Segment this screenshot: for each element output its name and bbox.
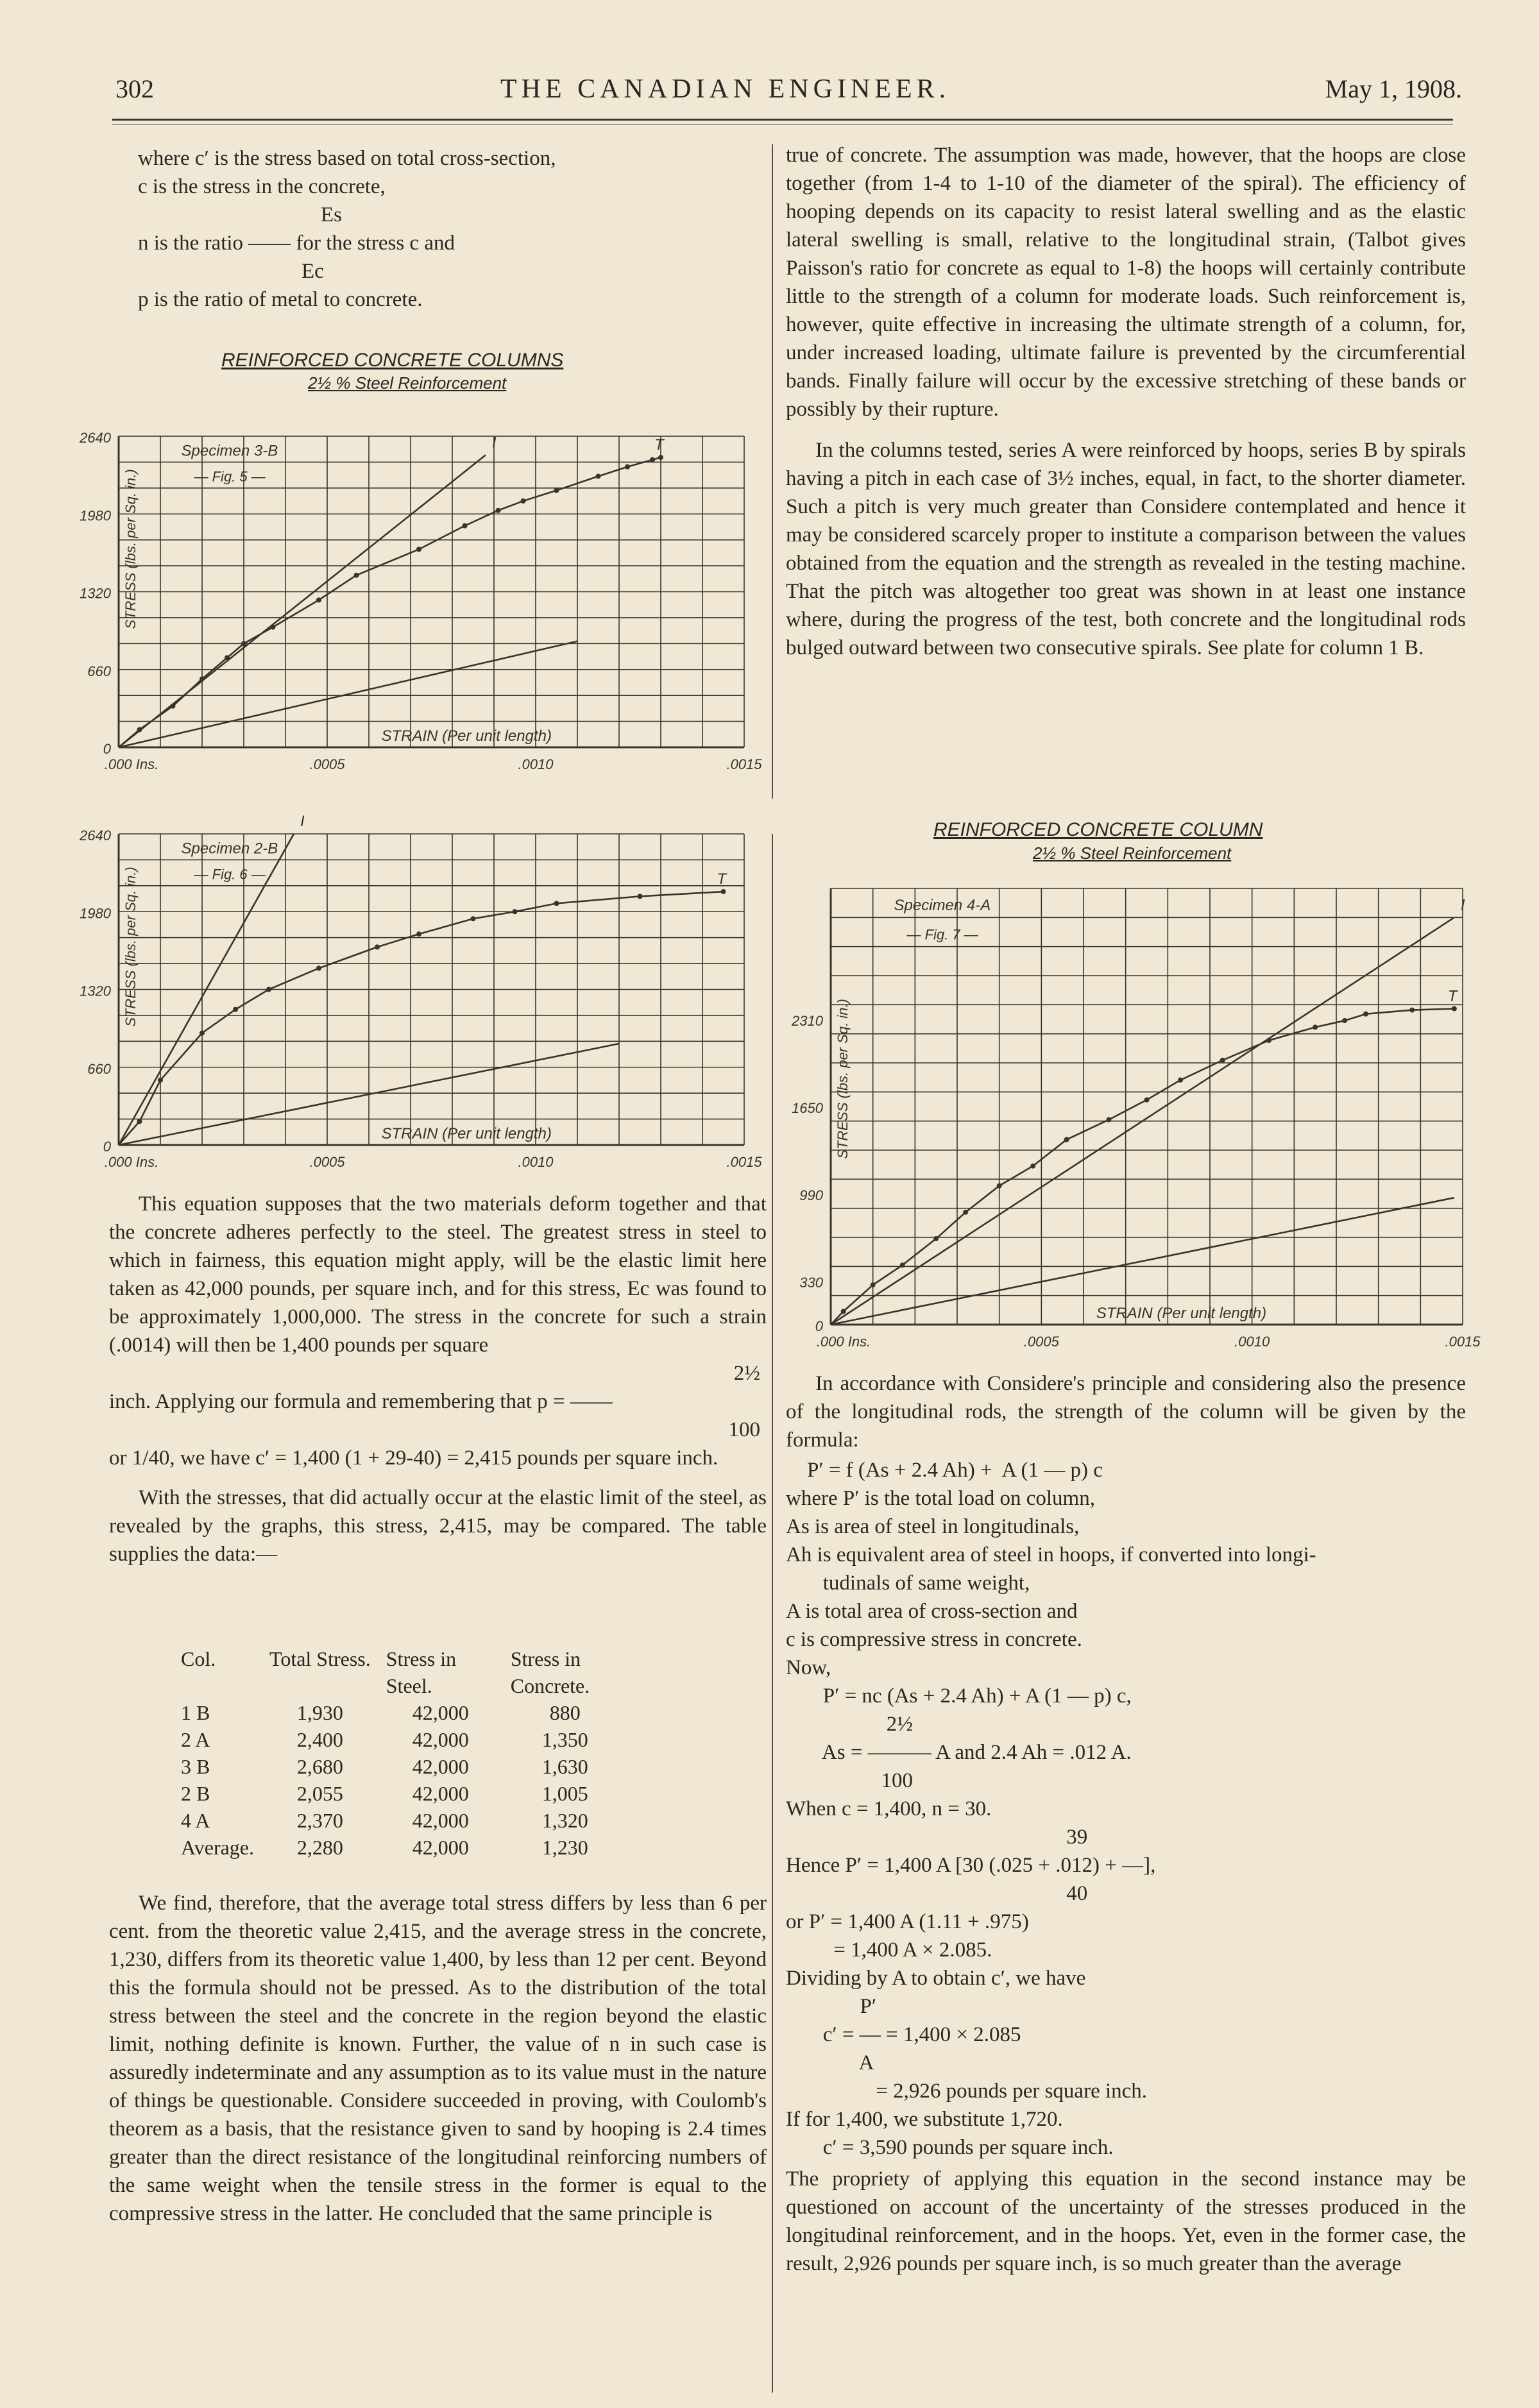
formula-line: or P′ = 1,400 A (1.11 + .975) [786, 1910, 1029, 1933]
cell: 880 [549, 1701, 581, 1724]
cell: 42,000 [412, 1809, 469, 1832]
data-point [1106, 1117, 1111, 1123]
data-point [200, 1030, 205, 1035]
x-tick-label: .0005 [309, 756, 345, 772]
cell: 1 B [181, 1701, 210, 1724]
cell: 2,400 [296, 1728, 343, 1751]
cell: 1,350 [541, 1728, 588, 1751]
data-point [900, 1262, 905, 1268]
left-body [109, 1190, 767, 1568]
data-point [375, 944, 380, 949]
formula-line: where P′ is the total load on column, [786, 1487, 1095, 1510]
series-label: T [717, 870, 727, 888]
data-point [963, 1210, 968, 1215]
data-point [463, 523, 468, 529]
y-tick-label: 0 [103, 741, 111, 757]
data-point [1452, 1006, 1457, 1012]
cell: 1,230 [541, 1836, 588, 1859]
x-axis-label: STRAIN (Per unit length) [381, 1125, 552, 1142]
y-tick-label: 0 [815, 1318, 823, 1334]
cell: Average. [181, 1836, 254, 1859]
data-point [1313, 1024, 1318, 1030]
specimen-label: Specimen 4-A [894, 897, 991, 914]
header-rule [112, 119, 1453, 121]
cell: 2,280 [296, 1836, 343, 1859]
y-tick-label: 660 [87, 663, 111, 679]
table-row [173, 1726, 627, 1753]
x-tick-label: .0005 [1023, 1334, 1059, 1350]
left-body-continued [109, 1889, 767, 2228]
x-tick-label: .0015 [726, 756, 762, 772]
series-line [831, 1009, 1454, 1325]
data-point [554, 488, 559, 493]
data-point [658, 455, 663, 460]
paragraph: or 1/40, we have c′ = 1,400 (1 + 29-40) = 2,415 pounds per square inch. [109, 1446, 718, 1470]
def-line: p is the ratio of metal to concrete. [138, 288, 423, 311]
formula-line: 100 [786, 1769, 913, 1792]
formula-line: 40 [786, 1882, 1088, 1905]
data-point [137, 1119, 142, 1124]
data-point [521, 498, 526, 504]
y-tick-label: 2640 [80, 430, 111, 446]
cell: 1,005 [541, 1782, 588, 1805]
def-line: where c′ is the stress based on total cross-section, [138, 147, 556, 170]
series-label: T [1447, 987, 1458, 1005]
def-line: Es [321, 203, 342, 226]
x-tick-label: .0010 [1234, 1334, 1270, 1350]
data-point [721, 889, 726, 894]
formula-line: A [786, 2051, 874, 2074]
chart-grid [831, 888, 1463, 1325]
cell: 1,630 [541, 1755, 588, 1778]
data-point [1144, 1098, 1150, 1103]
data-point [158, 1078, 163, 1083]
data-point [871, 1282, 876, 1287]
formula-line: P′ = f (As + 2.4 Ah) + A (1 — p) c [786, 1459, 1103, 1482]
y-tick-label: 1320 [80, 983, 111, 999]
x-tick-label: .0015 [1445, 1334, 1481, 1350]
y-axis-label: STRESS (lbs. per Sq. in.) [835, 999, 851, 1159]
y-tick-label: 990 [799, 1187, 823, 1203]
journal-title: THE CANADIAN ENGINEER. [500, 74, 951, 104]
chart-title: REINFORCED CONCRETE COLUMNS [221, 350, 564, 371]
col-header: Stress in Steel. [386, 1647, 457, 1697]
data-point [316, 965, 321, 971]
x-tick-label: .0010 [518, 756, 554, 772]
table-row [173, 1834, 627, 1861]
series-line [119, 455, 486, 747]
cell: 4 A [181, 1809, 210, 1832]
y-tick-label: 1320 [80, 585, 111, 602]
data-point [1342, 1018, 1347, 1023]
data-point [650, 457, 655, 462]
formula-line: 39 [786, 1826, 1088, 1849]
fraction-numerator: 2½ [733, 1362, 760, 1385]
col-header: Total Stress. [269, 1647, 371, 1670]
page-number: 302 [115, 74, 154, 103]
formula-line: A is total area of cross-section and [786, 1600, 1078, 1623]
data-point [233, 1007, 238, 1012]
formula-line: P′ = nc (As + 2.4 Ah) + A (1 — p) c, [786, 1684, 1132, 1708]
data-point [1409, 1008, 1415, 1013]
x-tick-label: .000 Ins. [816, 1334, 871, 1350]
formula-line: = 1,400 A × 2.085. [786, 1938, 992, 1962]
table-row [173, 1699, 627, 1726]
stress-strain-chart-fig5 [51, 398, 770, 783]
x-axis-label: STRAIN (Per unit length) [1096, 1305, 1267, 1322]
def-line: c is the stress in the concrete, [138, 175, 386, 198]
y-axis-label: STRESS (lbs. per Sq. in.) [123, 867, 139, 1027]
data-point [841, 1309, 846, 1314]
col-header: Col. [181, 1647, 216, 1670]
cell: 1,320 [541, 1809, 588, 1832]
formula-line: If for 1,400, we substitute 1,720. [786, 2108, 1063, 2131]
data-point [354, 573, 359, 578]
data-point [471, 916, 476, 921]
series-label: T [654, 436, 664, 454]
y-tick-label: 1980 [80, 507, 111, 524]
stress-table [173, 1645, 627, 1861]
cell: 42,000 [412, 1836, 469, 1859]
data-point [1363, 1012, 1368, 1017]
x-axis-label: STRAIN (Per unit length) [381, 727, 552, 745]
data-point [316, 597, 321, 602]
y-axis-label: STRESS (lbs. per Sq. in.) [123, 469, 139, 629]
x-tick-label: .0010 [518, 1154, 554, 1170]
y-tick-label: 1650 [792, 1100, 823, 1116]
data-point [997, 1183, 1002, 1189]
stress-strain-chart-fig7 [783, 869, 1488, 1363]
y-tick-label: 330 [799, 1275, 823, 1291]
column-divider [772, 144, 773, 799]
formula-line: 2½ [786, 1713, 913, 1736]
paragraph: In accordance with Considere's principle and considering also the presence of the longitudinal rods, the strength of the column will be given by the formula: [786, 1372, 1466, 1452]
formula-line: = 2,926 pounds per square inch. [786, 2080, 1148, 2103]
cell: 42,000 [412, 1701, 469, 1724]
cell: 2 A [181, 1728, 210, 1751]
data-point [933, 1236, 939, 1241]
figure-label: — Fig. 7 — [906, 926, 978, 943]
cell: 3 B [181, 1755, 210, 1778]
data-point [496, 508, 501, 513]
formula-line: c is compressive stress in concrete. [786, 1628, 1082, 1651]
data-point [554, 901, 559, 906]
x-tick-label: .0005 [309, 1154, 345, 1170]
definitions [138, 144, 747, 314]
data-point [638, 894, 643, 899]
right-body [786, 141, 1466, 662]
issue-date: May 1, 1908. [1325, 74, 1462, 103]
data-point [416, 931, 421, 937]
right-body-final [786, 2165, 1466, 2278]
formula-line: c′ = 3,590 pounds per square inch. [786, 2136, 1114, 2159]
table-row [173, 1753, 627, 1780]
series-line [119, 457, 661, 747]
formula-line: Now, [786, 1656, 831, 1679]
y-tick-label: 2310 [792, 1013, 823, 1029]
table-row [173, 1780, 627, 1807]
table-row [173, 1807, 627, 1834]
data-point [1178, 1078, 1183, 1083]
x-tick-label: .000 Ins. [104, 756, 159, 772]
fraction-denominator: 100 [728, 1418, 760, 1441]
paragraph: We find, therefore, that the average total stress differs by less than 6 per cent. from the theoretic value 2,415, and the average stress in the concrete, 1,230, differs from its theoretic value 1,400, by less than 12 per cent. Beyond this the formula should not be pressed. As to the distribution of the total stress between the steel and the concrete in the region beyond the elastic limit, nothing definite is known. Further, the value of n in such case is assuredly indeterminate and any assumption as to its value must in the nature of things be questionable. Considere succeeded in proving, with Coulomb's theorem as a basis, that the resistance given to sand by hooping is 2.4 times greater than the direct resistance of the longitudinal reinforcing numbers of the same weight when the tensile stress in the former is equal to the compressive stress in the latter. He concluded that the same principle is [109, 1892, 767, 2225]
stress-strain-chart-fig6 [51, 815, 770, 1180]
y-tick-label: 2640 [80, 827, 111, 844]
paragraph: The propriety of applying this equation in the second instance may be questioned on account of the uncertainty of the stresses produced in the longitudinal reinforcement, and in the hoops. Yet, even in the former case, the result, 2,926 pounds per square inch, is so much greater than the average [786, 2167, 1466, 2275]
figure-label: — Fig. 5 — [194, 468, 266, 485]
series-label: I [300, 815, 305, 830]
data-point [1064, 1137, 1069, 1142]
formula-line: Ah is equivalent area of steel in hoops, if converted into longi- [786, 1543, 1316, 1566]
formula-block [786, 1456, 1466, 2162]
series-label: I [1460, 896, 1465, 914]
col-header: Stress in Concrete. [510, 1647, 590, 1697]
cell: 2,370 [296, 1809, 343, 1832]
cell: 42,000 [412, 1782, 469, 1805]
cell: 42,000 [412, 1755, 469, 1778]
column-divider-lower [772, 834, 773, 2393]
cell: 2 B [181, 1782, 210, 1805]
x-tick-label: .0015 [726, 1154, 762, 1170]
cell: 2,680 [296, 1755, 343, 1778]
formula-line: When c = 1,400, n = 30. [786, 1797, 992, 1820]
series-line [119, 892, 724, 1145]
data-point [513, 909, 518, 914]
y-tick-label: 0 [103, 1139, 111, 1155]
specimen-label: Specimen 3-B [181, 442, 278, 460]
def-line: n is the ratio —— for the stress c and [138, 232, 455, 255]
cell: 1,930 [296, 1701, 343, 1724]
data-point [416, 547, 421, 552]
paragraph: With the stresses, that did actually occur at the elastic limit of the steel, as revealed by the graphs, this stress, 2,415, may be compared. The table supplies the data:— [109, 1486, 767, 1566]
formula-line: P′ [786, 1995, 877, 2018]
series-label: I [492, 434, 497, 452]
def-line: Ec [302, 260, 324, 283]
cell: 42,000 [412, 1728, 469, 1751]
formula-line: As = ——— A and 2.4 Ah = .012 A. [786, 1741, 1132, 1764]
formula-line: c′ = — = 1,400 × 2.085 [786, 2023, 1021, 2046]
paragraph: inch. Applying our formula and remembering that p = —— [109, 1390, 613, 1413]
chart-title: REINFORCED CONCRETE COLUMN [933, 819, 1263, 840]
formula-line: tudinals of same weight, [786, 1572, 1030, 1595]
y-tick-label: 660 [87, 1060, 111, 1077]
data-point [1220, 1058, 1225, 1063]
formula-line: Hence P′ = 1,400 A [30 (.025 + .012) + —], [786, 1854, 1156, 1877]
chart-subtitle: 2½ % Steel Reinforcement [1033, 844, 1232, 863]
paragraph: true of concrete. The assumption was made, however, that the hoops are close together (from 1-4 to 1-10 of the diameter of the spiral). The efficiency of hooping depends on its capacity to resist lateral swelling and as the elastic lateral swelling is small, relative to the longitudinal strain, (Talbot gives Paisson's ratio for concrete as equal to 1-8) the hoops will certainly contribute little to the strength of a column for moderate loads. Such reinforcement is, however, quite effective in increasing the ultimate strength of a column, for, under increased loading, ultimate failure is prevented by the circumferential bands. Finally failure will occur by the excessive stretching of these bands or possibly by their rupture. [786, 144, 1466, 421]
data-point [266, 987, 271, 992]
specimen-label: Specimen 2-B [181, 840, 278, 858]
table-header-row [173, 1645, 627, 1699]
chart-subtitle: 2½ % Steel Reinforcement [308, 373, 507, 393]
formula-line: Dividing by A to obtain c′, we have [786, 1967, 1086, 1990]
cell: 2,055 [296, 1782, 343, 1805]
data-point [625, 464, 630, 470]
x-tick-label: .000 Ins. [104, 1154, 159, 1170]
figure-label: — Fig. 6 — [194, 866, 266, 883]
paragraph: In the columns tested, series A were reinforced by hoops, series B by spirals having a pitch in each case of 3½ inches, equal, in fact, to the shorter diameter. Such a pitch is very much greater than Considere contemplated and hence it may be considered scarcely proper to institute a comparison between the values obtained from the equation and the strength as revealed in the testing machine. That the pitch was altogether too great was shown in at least one instance where, during the progress of the test, both concrete and the longitudinal rods bulged outward between two consecutive spirals. See plate for column 1 B. [786, 439, 1466, 659]
paragraph: This equation supposes that the two materials deform together and that the concrete adheres perfectly to the steel. The greatest stress in steel to which in fairness, this equation might apply, will be the elastic limit here taken as 42,000 pounds, per square inch, and for this stress, Ec was found to be approximately 1,000,000. The stress in the concrete for such a strain (.0014) will then be 1,400 pounds per square [109, 1192, 767, 1357]
data-point [596, 473, 601, 479]
right-body-continued [786, 1369, 1466, 1454]
formula-line: As is area of steel in longitudinals, [786, 1515, 1080, 1538]
data-point [1030, 1164, 1035, 1169]
y-tick-label: 1980 [80, 905, 111, 922]
